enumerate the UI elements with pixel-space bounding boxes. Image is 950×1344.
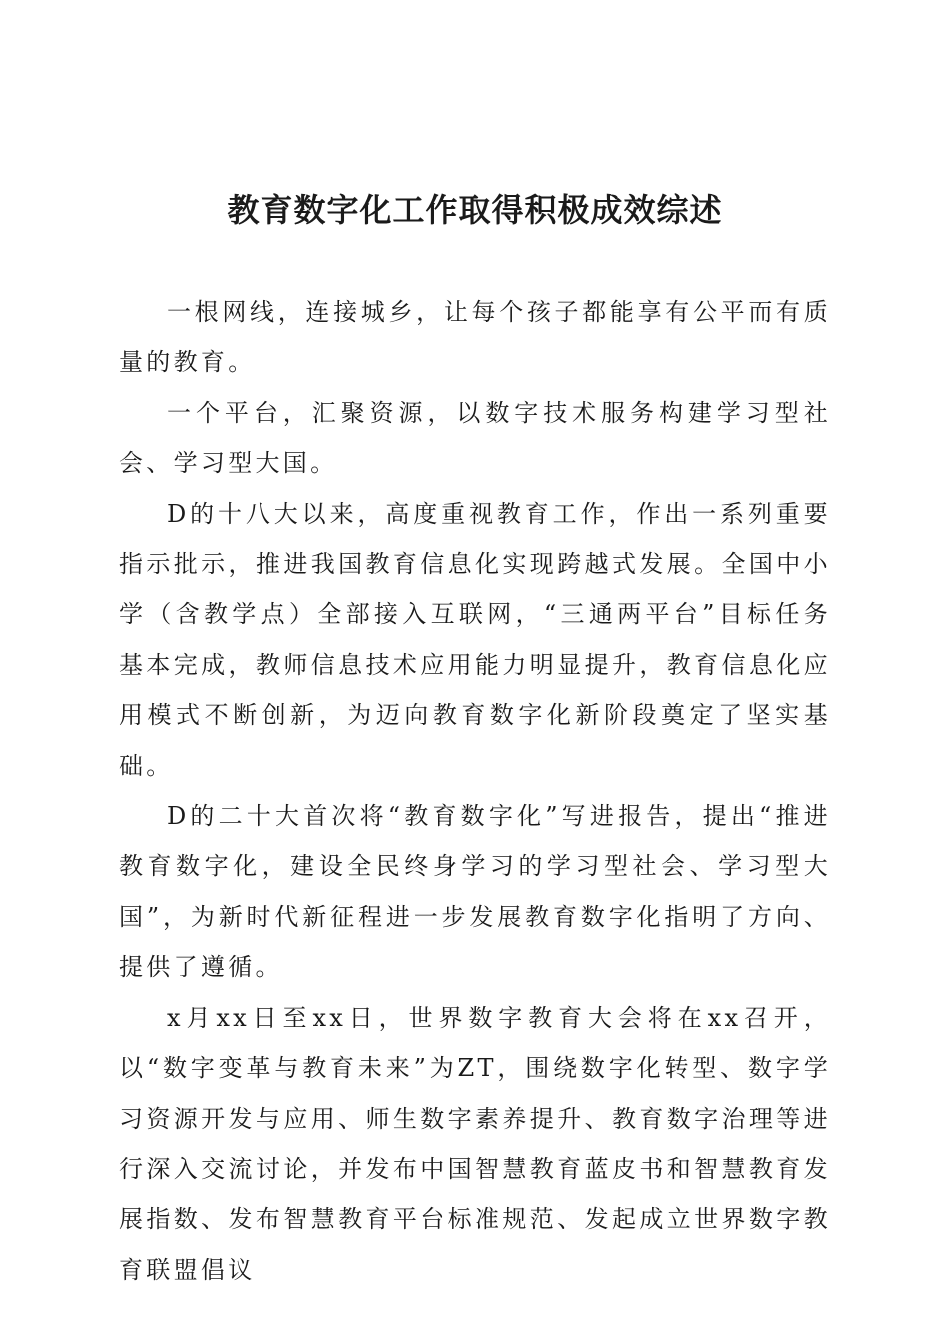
- paragraph-1: 一根网线，连接城乡，让每个孩子都能享有公平而有质量的教育。: [119, 298, 831, 377]
- paragraph-3: D的十八大以来，高度重视教育工作，作出一系列重要指示批示，推进我国教育信息化实现跨越式发展。全国中小学（含教学点）全部接入互联网，“三通两平台”目标任务基本完成，教师信息技术应用能力明显提升，教育信息化应用模式不断创新，为迈向教育数字化新阶段奠定了坚实基础。: [119, 499, 831, 780]
- paragraph-5: x月xx日至xx日，世界数字教育大会将在xx召开，以“数字变革与教育未来”为ZT，围绕数字化转型、数字学习资源开发与应用、师生数字素养提升、教育数字治理等进行深入交流讨论，并发布中国智慧教育蓝皮书和智慧教育发展指数、发布智慧教育平台标准规范、发起成立世界数字教育联盟倡议: [119, 1003, 831, 1284]
- document-body: [119, 287, 831, 1295]
- document-title: 教育数字化工作取得积极成效综述: [227, 191, 723, 229]
- paragraph-2: 一个平台，汇聚资源，以数字技术服务构建学习型社会、学习型大国。: [119, 398, 831, 478]
- paragraph-4: D的二十大首次将“教育数字化”写进报告，提出“推进教育数字化，建设全民终身学习的学习型社会、学习型大国”，为新时代新征程进一步发展教育数字化指明了方向、提供了遵循。: [119, 802, 831, 982]
